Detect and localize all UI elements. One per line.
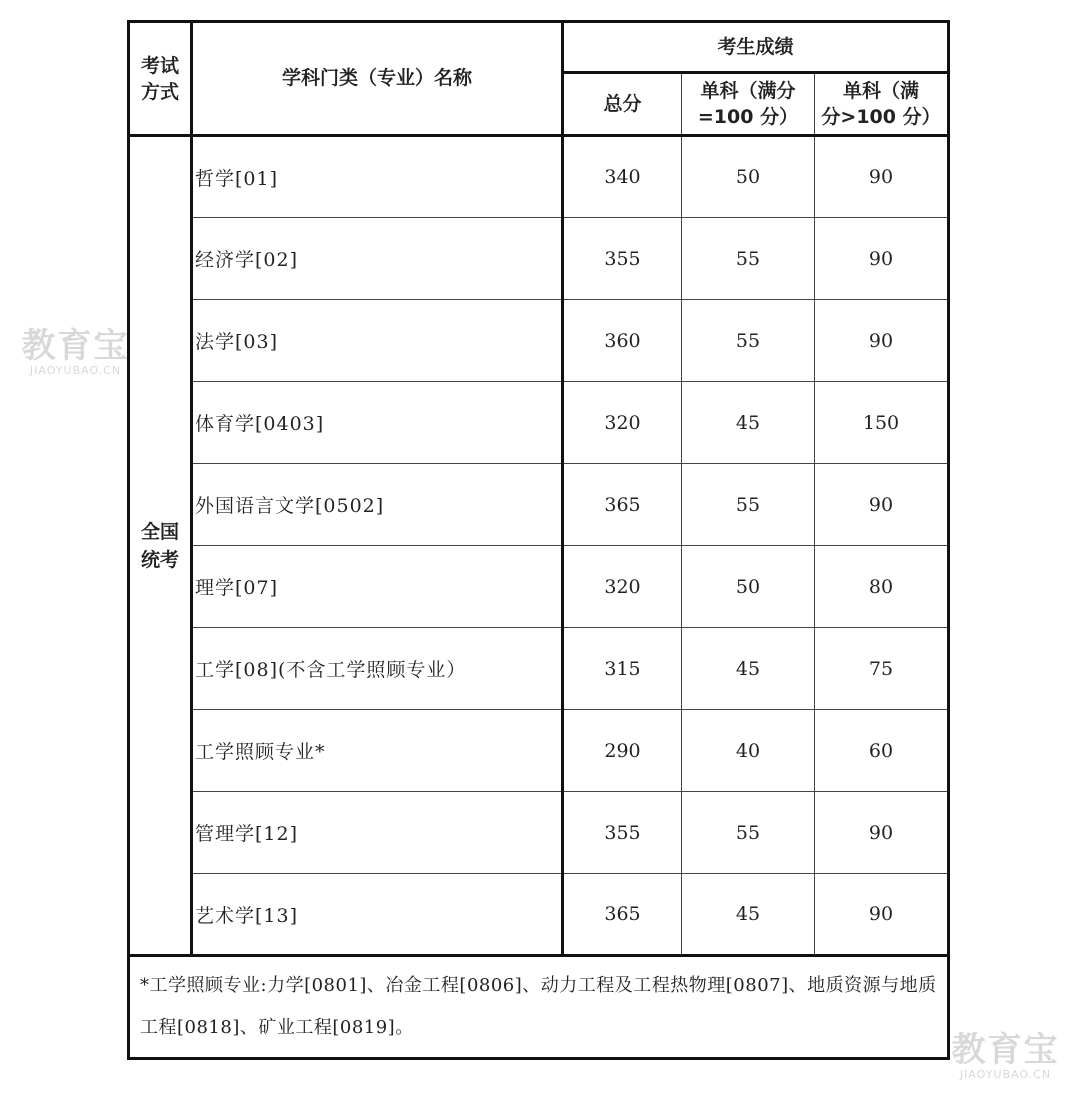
subject-cell: 法学[03] bbox=[192, 300, 563, 382]
score-table bbox=[127, 20, 950, 1060]
single-over-100-cell: 90 bbox=[815, 300, 949, 382]
single-over-100-cell: 90 bbox=[815, 792, 949, 874]
table-row bbox=[129, 628, 949, 710]
total-cell: 355 bbox=[563, 218, 682, 300]
subject-cell: 理学[07] bbox=[192, 546, 563, 628]
table-row bbox=[129, 382, 949, 464]
single-100-cell: 45 bbox=[682, 382, 815, 464]
total-cell: 320 bbox=[563, 382, 682, 464]
single-100-cell: 45 bbox=[682, 628, 815, 710]
header-total: 总分 bbox=[563, 73, 682, 136]
footnote-text: *工学照顾专业:力学[0801]、冶金工程[0806]、动力工程及工程热物理[0807]、地质资源与地质工程[0818]、矿业工程[0819]。 bbox=[129, 956, 949, 1059]
single-over-100-cell: 75 bbox=[815, 628, 949, 710]
subject-cell: 体育学[0403] bbox=[192, 382, 563, 464]
single-over-100-cell: 80 bbox=[815, 546, 949, 628]
single-over-100-cell: 90 bbox=[815, 218, 949, 300]
single-over-100-cell: 90 bbox=[815, 136, 949, 218]
single-over-100-cell: 150 bbox=[815, 382, 949, 464]
table-row bbox=[129, 218, 949, 300]
footnote-row bbox=[129, 956, 949, 1059]
table-row bbox=[129, 874, 949, 956]
single-100-cell: 55 bbox=[682, 464, 815, 546]
single-over-100-cell: 90 bbox=[815, 874, 949, 956]
table-row bbox=[129, 792, 949, 874]
single-100-cell: 40 bbox=[682, 710, 815, 792]
table-row bbox=[129, 464, 949, 546]
single-over-100-cell: 90 bbox=[815, 464, 949, 546]
total-cell: 365 bbox=[563, 874, 682, 956]
table-row bbox=[129, 546, 949, 628]
single-100-cell: 45 bbox=[682, 874, 815, 956]
single-100-cell: 55 bbox=[682, 218, 815, 300]
header-method: 考试 方式 bbox=[129, 22, 192, 136]
total-cell: 360 bbox=[563, 300, 682, 382]
total-cell: 340 bbox=[563, 136, 682, 218]
watermark-domain: JIAOYUBAO.CN bbox=[29, 364, 122, 377]
subject-cell: 经济学[02] bbox=[192, 218, 563, 300]
subject-cell: 艺术学[13] bbox=[192, 874, 563, 956]
single-100-cell: 55 bbox=[682, 300, 815, 382]
watermark-logo-text: 教育宝 bbox=[21, 326, 130, 366]
table-row bbox=[129, 136, 949, 218]
subject-cell: 工学照顾专业* bbox=[192, 710, 563, 792]
subject-cell: 管理学[12] bbox=[192, 792, 563, 874]
table-row bbox=[129, 710, 949, 792]
watermark-logo-text: 教育宝 bbox=[951, 1030, 1060, 1070]
watermark-domain: JIAOYUBAO.CN bbox=[959, 1068, 1052, 1081]
single-100-cell: 50 bbox=[682, 136, 815, 218]
header-single-100: 单科（满分 =100 分） bbox=[682, 73, 815, 136]
single-over-100-cell: 60 bbox=[815, 710, 949, 792]
header-subject: 学科门类（专业）名称 bbox=[192, 22, 563, 136]
exam-method-cell: 全国 统考 bbox=[129, 136, 192, 956]
watermark-logo bbox=[948, 1032, 1063, 1081]
header-single-over-100: 单科（满 分>100 分） bbox=[815, 73, 949, 136]
single-100-cell: 55 bbox=[682, 792, 815, 874]
subject-cell: 外国语言文学[0502] bbox=[192, 464, 563, 546]
header-scores: 考生成绩 bbox=[563, 22, 949, 73]
total-cell: 365 bbox=[563, 464, 682, 546]
total-cell: 355 bbox=[563, 792, 682, 874]
total-cell: 320 bbox=[563, 546, 682, 628]
subject-cell: 工学[08](不含工学照顾专业） bbox=[192, 628, 563, 710]
watermark-logo bbox=[18, 328, 133, 377]
subject-cell: 哲学[01] bbox=[192, 136, 563, 218]
single-100-cell: 50 bbox=[682, 546, 815, 628]
total-cell: 315 bbox=[563, 628, 682, 710]
total-cell: 290 bbox=[563, 710, 682, 792]
table-row bbox=[129, 300, 949, 382]
header-row-top bbox=[129, 22, 949, 73]
